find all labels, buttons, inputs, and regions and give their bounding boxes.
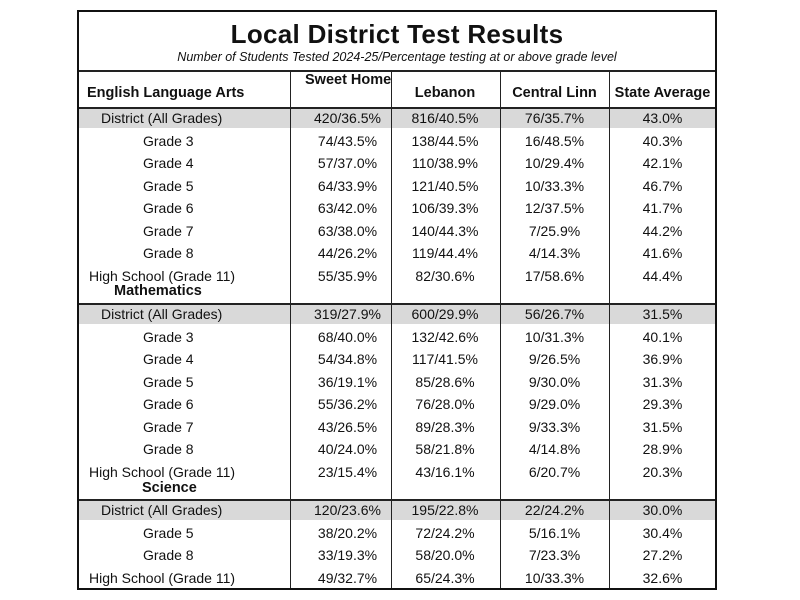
cell-state-average: 31.5%: [642, 306, 683, 322]
cell-central-linn: 6/20.7%: [528, 463, 581, 480]
row-label: High School (Grade 11): [89, 267, 236, 284]
cell-central-linn: 9/30.0%: [528, 373, 581, 390]
cell-lebanon: 85/28.6%: [415, 373, 475, 390]
cell-state-average: 46.7%: [642, 177, 683, 194]
cell-sweet-home: 120/23.6%: [314, 502, 381, 518]
row-label: Grade 5: [143, 373, 194, 390]
results-table: [79, 70, 715, 588]
cell-lebanon: 76/28.0%: [415, 396, 475, 412]
cell-state-average: 30.0%: [642, 502, 683, 518]
cell-state-average: 40.1%: [642, 328, 683, 345]
cell-central-linn: 10/31.3%: [524, 328, 585, 345]
science-rule: [79, 499, 715, 501]
section-heading-science: Science: [142, 480, 197, 496]
cell-lebanon: 138/44.5%: [411, 132, 479, 149]
cell-central-linn: 9/33.3%: [528, 418, 581, 435]
cell-sweet-home: 55/35.9%: [317, 267, 378, 284]
cell-sweet-home: 74/43.5%: [317, 132, 378, 149]
cell-sweet-home: 44/26.2%: [317, 245, 378, 261]
row-label: Grade 3: [143, 328, 194, 345]
cell-state-average: 31.3%: [642, 373, 683, 390]
row-label: District (All Grades): [101, 502, 223, 518]
cell-state-average: 40.3%: [642, 132, 683, 149]
cell-lebanon: 43/16.1%: [415, 463, 475, 480]
cell-sweet-home: 57/37.0%: [317, 155, 378, 171]
cell-sweet-home: 49/32.7%: [317, 569, 378, 586]
cell-central-linn: 7/25.9%: [528, 222, 581, 239]
row-label: District (All Grades): [101, 110, 223, 126]
cell-sweet-home: 54/34.8%: [317, 351, 378, 367]
table-top-rule: [79, 70, 715, 72]
cell-central-linn: 7/23.3%: [528, 547, 581, 563]
cell-sweet-home: 33/19.3%: [317, 547, 378, 563]
cell-lebanon: 132/42.6%: [411, 328, 479, 345]
cell-sweet-home: 64/33.9%: [317, 177, 378, 194]
cell-central-linn: 4/14.8%: [528, 441, 581, 457]
cell-central-linn: 17/58.6%: [524, 267, 585, 284]
row-label: Grade 3: [143, 132, 194, 149]
row-label: Grade 4: [143, 351, 194, 367]
cell-central-linn: 5/16.1%: [528, 524, 581, 541]
cell-central-linn: 9/29.0%: [528, 396, 581, 412]
row-label: High School (Grade 11): [89, 463, 236, 480]
cell-lebanon: 121/40.5%: [411, 177, 479, 194]
cell-central-linn: 16/48.5%: [524, 132, 585, 149]
cell-sweet-home: 36/19.1%: [317, 373, 378, 390]
row-label: Grade 6: [143, 200, 194, 216]
cell-sweet-home: 63/42.0%: [317, 200, 378, 216]
cell-state-average: 31.5%: [642, 418, 683, 435]
cell-sweet-home: 43/26.5%: [317, 418, 378, 435]
col-header-lebanon: Lebanon: [414, 85, 476, 101]
cell-central-linn: 76/35.7%: [524, 110, 585, 126]
cell-sweet-home: 40/24.0%: [317, 441, 378, 457]
cell-state-average: 42.1%: [642, 155, 683, 171]
cell-state-average: 27.2%: [642, 547, 683, 563]
row-label: Grade 7: [143, 222, 194, 239]
cell-sweet-home: 68/40.0%: [317, 328, 378, 345]
cell-lebanon: 816/40.5%: [411, 110, 479, 126]
row-label: Grade 7: [143, 418, 194, 435]
cell-central-linn: 12/37.5%: [524, 200, 585, 216]
cell-state-average: 43.0%: [642, 110, 683, 126]
row-label: Grade 6: [143, 396, 194, 412]
cell-lebanon: 195/22.8%: [411, 502, 479, 518]
math-rule: [79, 303, 715, 305]
cell-central-linn: 22/24.2%: [524, 502, 585, 518]
cell-central-linn: 10/33.3%: [524, 177, 585, 194]
results-table-frame: [77, 10, 717, 590]
cell-lebanon: 89/28.3%: [415, 418, 475, 435]
cell-sweet-home: 420/36.5%: [314, 110, 381, 126]
cell-lebanon: 106/39.3%: [411, 200, 479, 216]
row-label: Grade 8: [143, 547, 194, 563]
section-heading-ela: English Language Arts: [87, 85, 245, 101]
cell-state-average: 28.9%: [642, 441, 683, 457]
cell-lebanon: 600/29.9%: [411, 306, 479, 322]
row-label: Grade 5: [143, 524, 194, 541]
col-header-state-average: State Average: [614, 85, 711, 101]
cell-lebanon: 58/20.0%: [415, 547, 475, 563]
cell-sweet-home: 63/38.0%: [317, 222, 378, 239]
cell-state-average: 44.4%: [642, 267, 683, 284]
cell-central-linn: 4/14.3%: [528, 245, 581, 261]
row-label: District (All Grades): [101, 306, 223, 322]
cell-lebanon: 72/24.2%: [415, 524, 475, 541]
cell-lebanon: 117/41.5%: [412, 351, 478, 367]
cell-sweet-home: 38/20.2%: [317, 524, 378, 541]
cell-sweet-home: 23/15.4%: [317, 463, 378, 480]
cell-central-linn: 56/26.7%: [524, 306, 585, 322]
cell-lebanon: 82/30.6%: [415, 267, 475, 284]
cell-lebanon: 119/44.4%: [412, 245, 478, 261]
cell-state-average: 41.7%: [642, 200, 683, 216]
cell-state-average: 41.6%: [642, 245, 683, 261]
row-label: Grade 8: [143, 245, 194, 261]
cell-lebanon: 58/21.8%: [415, 441, 475, 457]
col-header-sweet-home: Sweet Home: [305, 72, 392, 88]
header-rule: [79, 107, 715, 109]
cell-sweet-home: 55/36.2%: [317, 396, 378, 412]
cell-central-linn: 10/29.4%: [524, 155, 585, 171]
section-heading-mathematics: Mathematics: [114, 283, 202, 299]
cell-state-average: 29.3%: [642, 396, 683, 412]
cell-central-linn: 9/26.5%: [528, 351, 581, 367]
col-divider: [290, 70, 291, 588]
row-label: Grade 5: [143, 177, 194, 194]
cell-state-average: 30.4%: [642, 524, 683, 541]
cell-state-average: 44.2%: [642, 222, 683, 239]
cell-sweet-home: 319/27.9%: [314, 306, 381, 322]
col-header-central-linn: Central Linn: [512, 85, 597, 101]
page-title: Local District Test Results: [230, 19, 564, 49]
cell-state-average: 20.3%: [642, 463, 683, 480]
row-label: Grade 8: [143, 441, 194, 457]
cell-lebanon: 65/24.3%: [415, 569, 475, 586]
cell-lebanon: 140/44.3%: [411, 222, 479, 239]
page-subtitle: Number of Students Tested 2024-25/Percentage testing at or above grade level: [177, 50, 617, 64]
row-label: High School (Grade 11): [89, 569, 236, 586]
cell-central-linn: 10/33.3%: [524, 569, 585, 586]
cell-state-average: 32.6%: [642, 569, 683, 586]
row-label: Grade 4: [143, 155, 194, 171]
cell-state-average: 36.9%: [642, 351, 683, 367]
cell-lebanon: 110/38.9%: [412, 155, 478, 171]
